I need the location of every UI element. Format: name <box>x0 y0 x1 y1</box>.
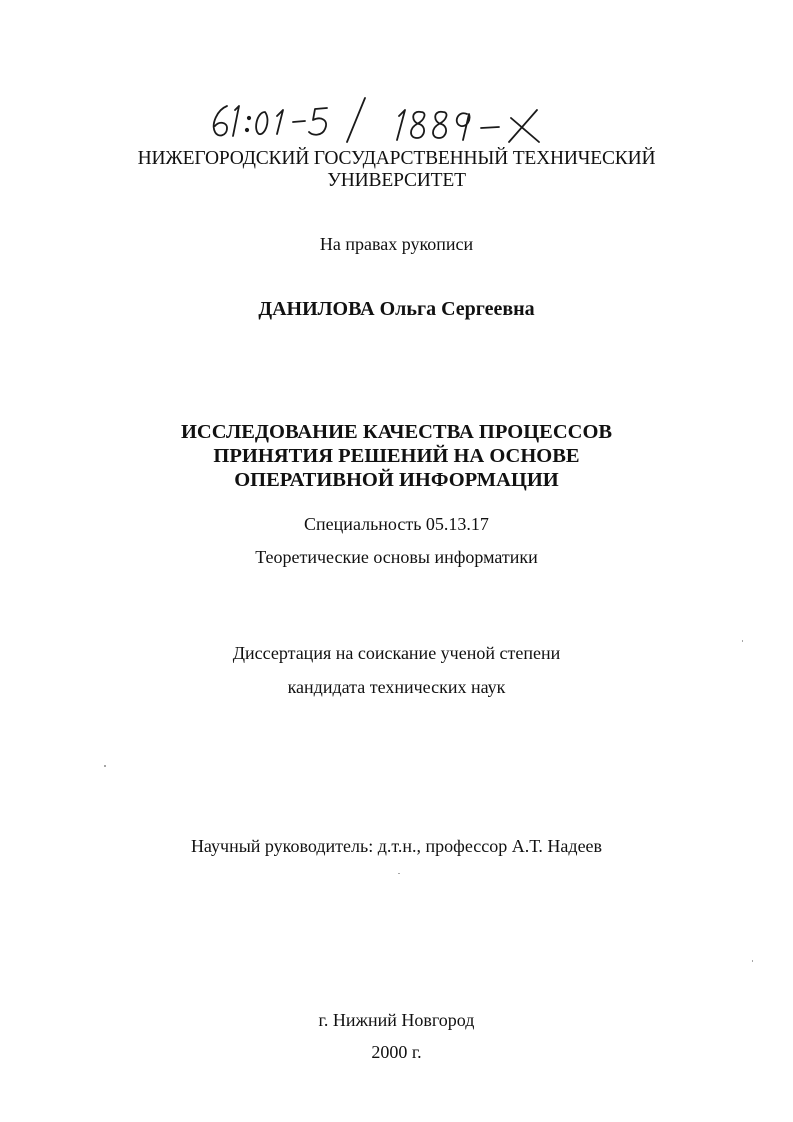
dissertation-title-line2: ПРИНЯТИЯ РЕШЕНИЙ НА ОСНОВЕ <box>213 445 580 467</box>
dissertation-title-line1: ИССЛЕДОВАНИЕ КАЧЕСТВА ПРОЦЕССОВ <box>180 421 613 443</box>
scan-speck <box>742 640 743 642</box>
author-name: ДАНИЛОВА Ольга Сергеевна <box>258 298 535 320</box>
dissertation-title-line3: ОПЕРАТИВНОЙ ИНФОРМАЦИИ <box>234 469 559 491</box>
manuscript-rights: На правах рукописи <box>319 234 474 254</box>
degree-line1: Диссертация на соискание ученой степени <box>232 643 561 663</box>
specialty-name: Теоретические основы информатики <box>255 547 538 567</box>
specialty-code: Специальность 05.13.17 <box>304 514 489 534</box>
city: г. Нижний Новгород <box>318 1010 475 1030</box>
scan-speck <box>104 765 106 767</box>
handwritten-archive-number <box>205 96 565 144</box>
university-name-line2: УНИВЕРСИТЕТ <box>327 170 466 191</box>
scientific-supervisor: Научный руководитель: д.т.н., профессор А.Т. Надеев <box>190 836 603 856</box>
scan-speck <box>398 873 400 874</box>
scan-speck <box>752 960 753 962</box>
degree-line2: кандидата технических наук <box>287 677 506 697</box>
university-name-line1: НИЖЕГОРОДСКИЙ ГОСУДАРСТВЕННЫЙ ТЕХНИЧЕСКИЙ <box>137 148 656 169</box>
year: 2000 г. <box>371 1042 422 1062</box>
